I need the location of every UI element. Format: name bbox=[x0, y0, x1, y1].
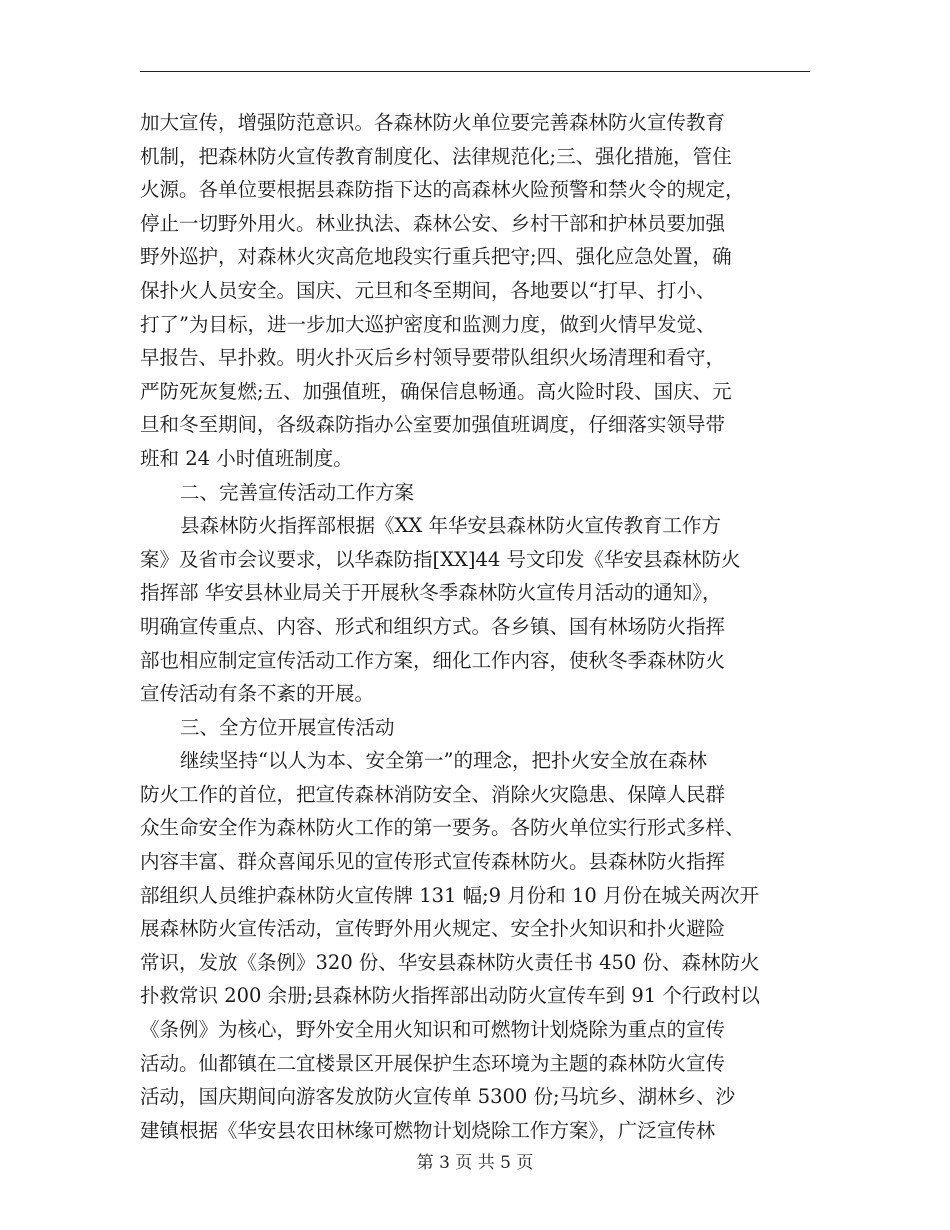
text-line: 机制，把森林防火宣传教育制度化、法律规范化;三、强化措施，管住 bbox=[140, 144, 732, 168]
text-line: 建镇根据《华安县农田林缘可燃物计划烧除工作方案》，广泛宣传林 bbox=[140, 1118, 716, 1142]
text-line: 《条例》为核心，野外安全用火知识和可燃物计划烧除为重点的宣传 bbox=[140, 1018, 726, 1042]
text-line: 保扑火人员安全。国庆、元旦和冬至期间，各地要以“打早、打小、 bbox=[140, 278, 716, 302]
header-rule bbox=[140, 71, 810, 72]
text-line: 指挥部 华安县林业局关于开展秋冬季森林防火宣传月活动的通知》， bbox=[140, 581, 722, 605]
text-line: 部也相应制定宣传活动工作方案，细化工作内容，使秋冬季森林防火 bbox=[140, 648, 726, 672]
text-line: 内容丰富、群众喜闻乐见的宣传形式宣传森林防火。县森林防火指挥 bbox=[140, 850, 726, 874]
paragraph-first-line: 继续坚持“以人为本、安全第一”的理念，把扑火安全放在森林 bbox=[180, 749, 707, 773]
text-line: 活动。仙都镇在二宜楼景区开展保护生态环境为主题的森林防火宣传 bbox=[140, 1051, 726, 1075]
document-body bbox=[140, 106, 810, 1147]
text-line: 案》及省市会议要求，以华森防指[XX]44 号文印发《华安县森林防火 bbox=[140, 547, 741, 571]
text-line: 部组织人员维护森林防火宣传牌 131 幅;9 月份和 10 月份在城关两次开 bbox=[140, 883, 760, 907]
text-line: 众生命安全作为森林防火工作的第一要务。各防火单位实行形式多样、 bbox=[140, 816, 745, 840]
text-line: 防火工作的首位，把宣传森林消防安全、消除火灾隐患、保障人民群 bbox=[140, 782, 726, 806]
text-line: 宣传活动有条不紊的开展。 bbox=[140, 682, 375, 706]
text-line: 早报告、早扑救。明火扑灭后乡村领导要带队组织火场清理和看守， bbox=[140, 346, 726, 370]
text-line: 展森林防火宣传活动，宣传野外用火规定、安全扑火知识和扑火避险 bbox=[140, 917, 726, 941]
text-line: 活动，国庆期间向游客发放防火宣传单 5300 份;马坑乡、湖林乡、沙 bbox=[140, 1085, 736, 1109]
paragraph-first-line: 县森林防火指挥部根据《XX 年华安县森林防火宣传教育工作方 bbox=[180, 514, 721, 538]
text-line: 扑救常识 200 余册;县森林防火指挥部出动防火宣传车到 91 个行政村以 bbox=[140, 984, 760, 1008]
text-line: 常识，发放《条例》320 份、华安县森林防火责任书 450 份、森林防火 bbox=[140, 950, 760, 974]
text-line: 严防死灰复燃;五、加强值班，确保信息畅通。高火险时段、国庆、元 bbox=[140, 379, 732, 403]
text-line: 班和 24 小时值班制度。 bbox=[140, 446, 353, 470]
text-line: 火源。各单位要根据县森防指下达的高森林火险预警和禁火令的规定， bbox=[140, 178, 745, 202]
page-number: 第 3 页 共 5 页 bbox=[416, 1153, 534, 1173]
text-line: 旦和冬至期间，各级森防指办公室要加强值班调度，仔细落实领导带 bbox=[140, 413, 726, 437]
paragraph-first-line: 二、完善宣传活动工作方案 bbox=[180, 480, 415, 504]
text-line: 明确宣传重点、内容、形式和组织方式。各乡镇、国有林场防火指挥 bbox=[140, 614, 726, 638]
text-line: 野外巡护，对森林火灾高危地段实行重兵把守;四、强化应急处置，确 bbox=[140, 245, 732, 269]
text-line: 加大宣传，增强防范意识。各森林防火单位要完善森林防火宣传教育 bbox=[140, 111, 726, 134]
paragraph-first-line: 三、全方位开展宣传活动 bbox=[180, 715, 395, 739]
text-line: 停止一切野外用火。林业执法、森林公安、乡村干部和护林员要加强 bbox=[140, 211, 726, 235]
text-line: 打了”为目标，进一步加大巡护密度和监测力度，做到火情早发觉、 bbox=[140, 312, 716, 336]
